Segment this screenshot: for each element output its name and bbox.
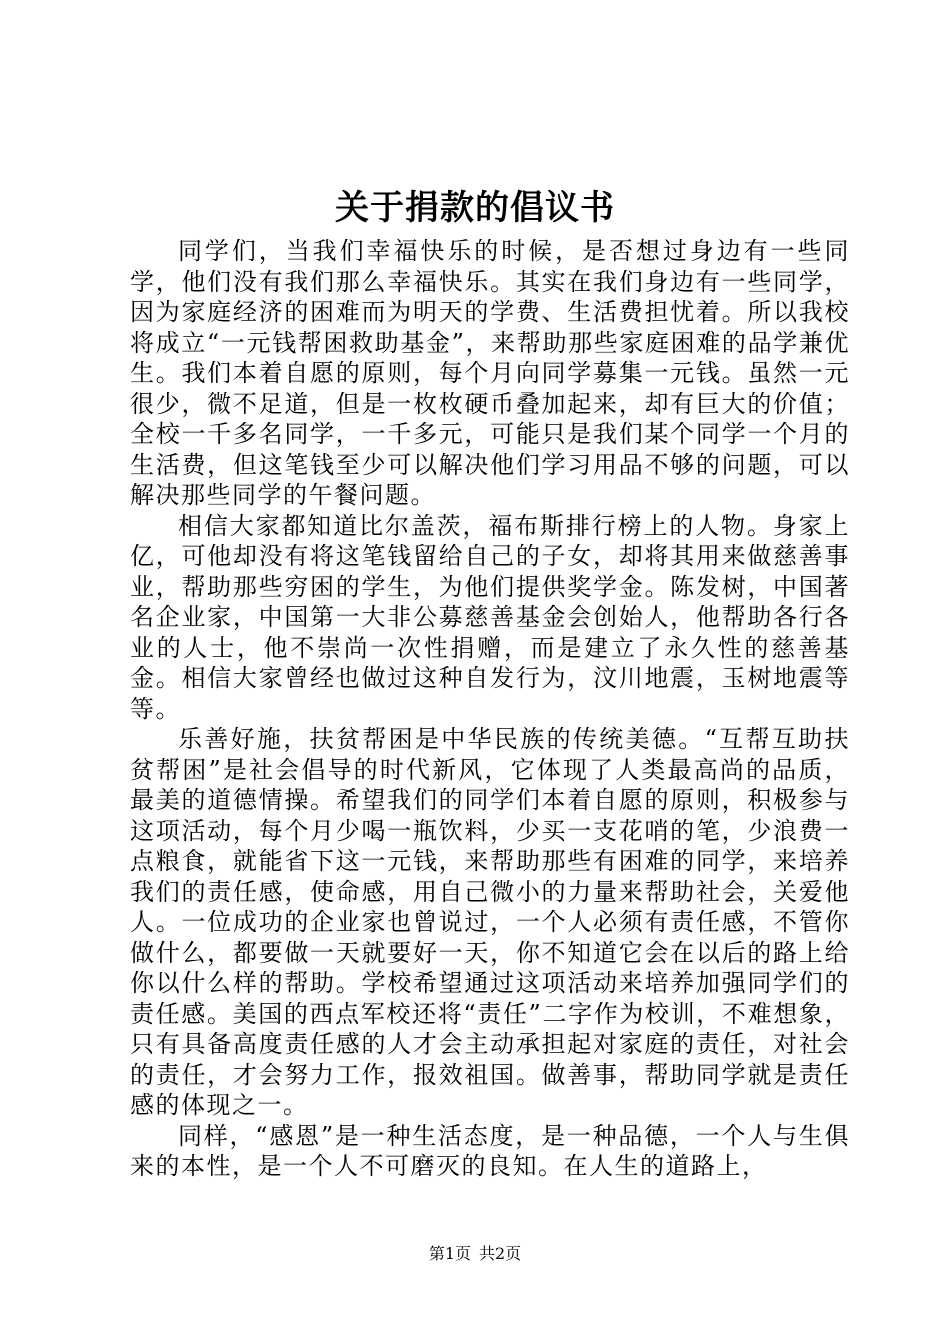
- page-total: 共2页: [479, 1244, 522, 1263]
- page-footer: [0, 1244, 950, 1264]
- paragraph-4: 同样，“感恩”是一种生活态度，是一种品德，一个人与生俱来的本性，是一个人不可磨灭的良知。在人生的道路上，: [130, 1121, 850, 1180]
- document-body: [130, 236, 850, 1182]
- page-title: 关于捐款的倡议书: [335, 188, 615, 228]
- paragraph-1: 同学们，当我们幸福快乐的时候，是否想过身边有一些同学，他们没有我们那么幸福快乐。其实在我们身边有一些同学，因为家庭经济的困难而为明天的学费、生活费担忧着。所以我校将成立“一元钱帮困救助基金”，来帮助那些家庭困难的品学兼优生。我们本着自愿的原则，每个月向同学募集一元钱。虽然一元很少，微不足道，但是一枚枚硬币叠加起来，却有巨大的价值；全校一千多名同学，一千多元，可能只是我们某个同学一个月的生活费，但这笔钱至少可以解决他们学习用品不够的问题，可以解决那些同学的午餐问题。: [130, 237, 850, 509]
- paragraph-2: 相信大家都知道比尔盖茨，福布斯排行榜上的人物。身家上亿，可他却没有将这笔钱留给自己的子女，却将其用来做慈善事业，帮助那些穷困的学生，为他们提供奖学金。陈发树，中国著名企业家，中国第一大非公募慈善基金会创始人，他帮助各行各业的人士，他不崇尚一次性捐赠，而是建立了永久性的慈善基金。相信大家曾经也做过这种自发行为，汶川地震，玉树地震等等。: [130, 511, 850, 723]
- page-number: 第1页: [428, 1244, 471, 1263]
- paragraph-3: 乐善好施，扶贫帮困是中华民族的传统美德。“互帮互助扶贫帮困”是社会倡导的时代新风，它体现了人类最高尚的品质，最美的道德情操。希望我们的同学们本着自愿的原则，积极参与这项活动，每个月少喝一瓶饮料，少买一支花哨的笔，少浪费一点粮食，就能省下这一元钱，来帮助那些有困难的同学，来培养我们的责任感，使命感，用自己微小的力量来帮助社会，关爱他人。一位成功的企业家也曾说过，一个人必须有责任感，不管你做什么，都要做一天就要好一天，你不知道它会在以后的路上给你以什么样的帮助。学校希望通过这项活动来培养加强同学们的责任感。美国的西点军校还将“责任”二字作为校训，不难想象，只有具备高度责任感的人才会主动承担起对家庭的责任，对社会的责任，才会努力工作，报效祖国。做善事，帮助同学就是责任感的体现之一。: [130, 725, 850, 1119]
